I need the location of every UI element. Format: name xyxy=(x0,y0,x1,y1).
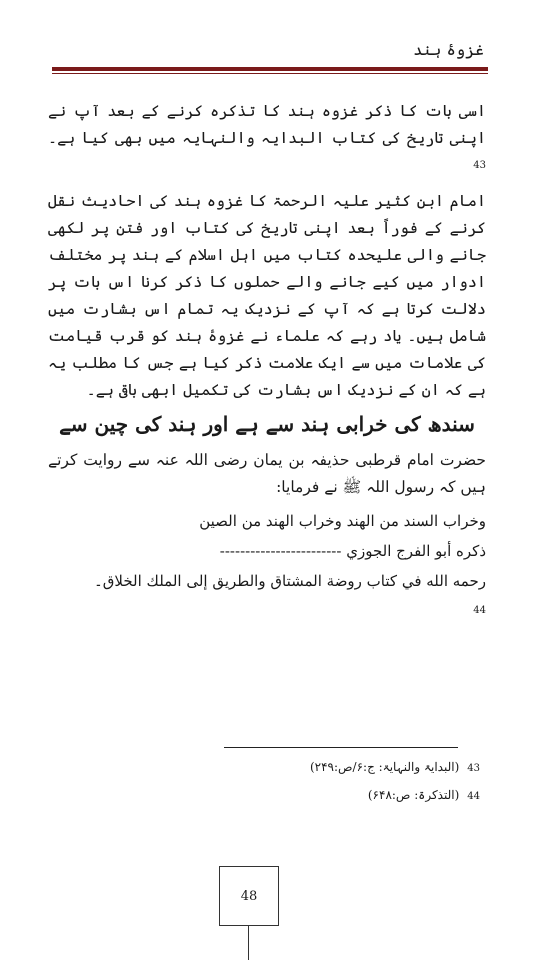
header-rule-thick xyxy=(52,67,488,71)
paragraph-1 xyxy=(48,98,486,183)
arabic-line-3 xyxy=(78,566,486,629)
running-header-title: غزوۂ ہند xyxy=(413,40,484,59)
arabic-line-3-text: رحمه الله في كتاب روضة المشتاق والطريق إلى الملك الخلاق۔ xyxy=(93,572,486,591)
paragraph-3: حضرت امام قرطبی حذیفہ بن یمان رضی اللہ عنہ سے روایت کرتے ہیں کہ رسول اللہ ﷺ نے فرمایا: xyxy=(48,451,486,497)
footnotes xyxy=(240,760,480,816)
arabic-quote-block xyxy=(48,506,486,629)
arabic-line-1: وخراب السند من الهند وخراب الهند من الصين xyxy=(199,512,486,531)
arabic-line-2: ذكره أبو الفرج الجوزي ------------------------ xyxy=(219,542,486,561)
footnote-text: (التذکرۃ: ص:۶۴۸) xyxy=(367,788,460,802)
footnote-number: 43 xyxy=(467,763,480,774)
footnote-44 xyxy=(240,788,480,802)
page-body xyxy=(48,98,486,629)
section-heading: سندھ کی خرابی ہند سے ہے اور ہند کی چین سے xyxy=(59,412,475,437)
page-number: 48 xyxy=(240,888,258,904)
footnote-text: (البدایۃ والنہایۃ: ج:۶/ص:۲۴۹) xyxy=(309,760,460,774)
footnote-ref-44: 44 xyxy=(473,605,486,617)
footnote-43 xyxy=(240,760,480,774)
footnote-separator xyxy=(224,747,458,748)
footnote-number: 44 xyxy=(467,791,480,802)
page-number-box xyxy=(219,866,279,926)
footnote-ref-43: 43 xyxy=(473,160,486,171)
paragraph-2: امام ابن کثیر علیہ الرحمۃ کا غزوہ ہند کی احادیث نقل کرنے کے فوراً بعد اپنی تاریخ کی کتاب اور فتن پر لکھی جانے والی علیحدہ کتاب میں اہل اسلام کے ہند پر مختلف ادوار میں کیے جانے والے حملوں کا ذکر کرنا اس بات پر دلالت کرتا ہے کہ آپ کے نزدیک یہ تمام اس بشارت میں شامل ہیں۔ یاد رہے کہ علماء نے غزوۂ ہند کو قرب قیامت کی علامات میں سے ایک علامت ذکر کیا ہے جس کا مطلب یہ ہے کہ ان کے نزدیک اس بشارت کی تکمیل ابھی باقی ہے۔ xyxy=(48,192,486,400)
page-number-stem xyxy=(248,925,249,960)
header-rule-thin xyxy=(52,73,488,74)
paragraph-1-text: اسی بات کا ذکر غزوہ ہند کا تذکرہ کرنے کے بعد آپ نے اپنی تاریخ کی کتاب البدایہ والنہایہ میں بھی کیا ہے۔ xyxy=(48,102,486,147)
